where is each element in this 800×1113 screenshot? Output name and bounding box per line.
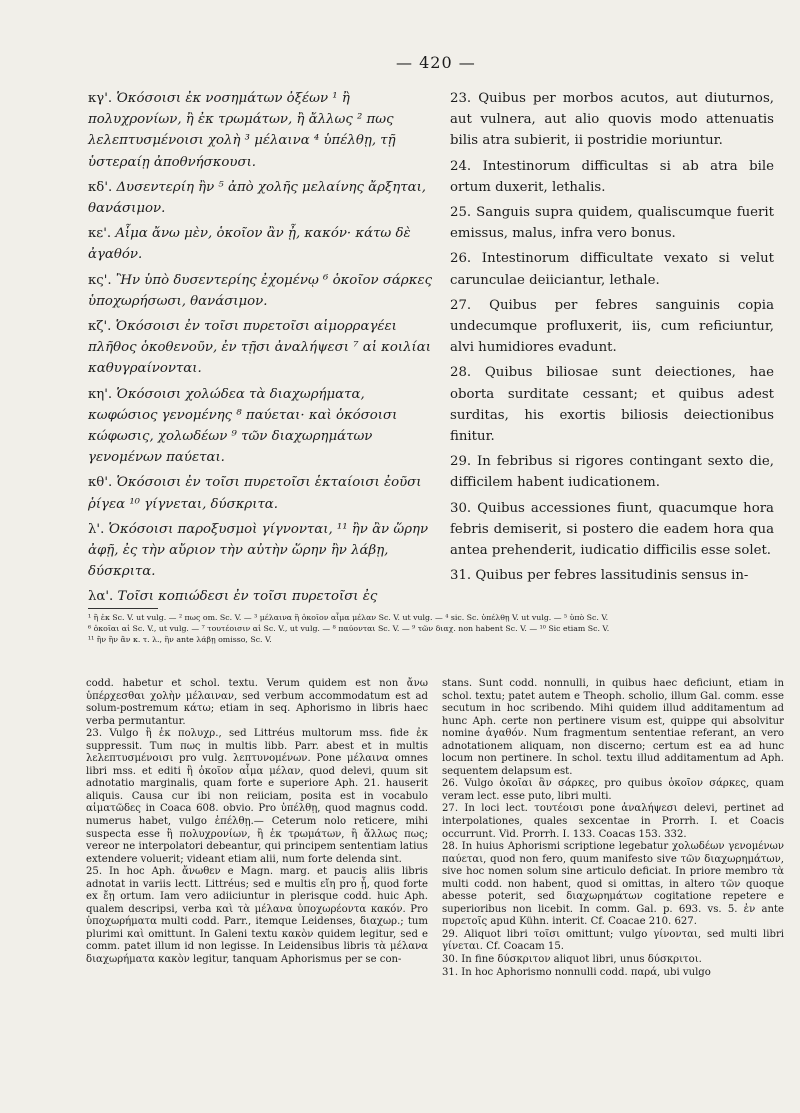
- commentary-left-column: [86, 678, 428, 967]
- latin-aphorism-25: 25. Sanguis supra quidem, qualiscumque fuerit emissus, malus, infra vero bonus.: [450, 205, 774, 242]
- greek-aphorism-24: κδ'. Δυσεντερίη ἢν ⁵ ἀπὸ χολῆς μελαίνης ἄρξηται, θανάσιμον.: [88, 179, 427, 217]
- greek-aphorism-29: κθ'. Ὁκόσοισι ἐν τοῖσι πυρετοῖσι ἑκταίοισι ἐοῦσι ῥίγεα ¹⁰ γίγνεται, δύσκριτα.: [88, 475, 422, 512]
- latin-aphorism-27: 27. Quibus per febres sanguinis copia undecumque profluxerit, iis, cum reficiuntur, alvi humidiores evadunt.: [450, 297, 774, 356]
- greek-aphorism-25: κε'. Αἷμα ἄνω μὲν, ὁκοῖον ἂν ᾖ, κακόν· κάτω δὲ ἀγαθόν.: [88, 226, 411, 263]
- commentary-paragraph: 27. In loci lect. τουτέοισι pone ἀναλήψεσι delevi, pertinet ad interpolationes, quales sexcentae in Prorrh. I. et Coacis occurrunt. Vid. Prorrh. I. 133. Coacas 153. 332.: [442, 803, 784, 840]
- greek-aphorism-31: λα'. Τοῖσι κοπιώδεσι ἐν τοῖσι πυρετοῖσι ἐς: [88, 589, 378, 605]
- greek-aphorism-28: κη'. Ὁκόσοισι χολώδεα τὰ διαχωρήματα, κωφώσιος γενομένης ⁸ παύεται· καὶ ὁκόσοισι κώφωσις, χολωδέων ⁹ τῶν διαχωρημάτων γενομένων παύεται.: [88, 386, 398, 466]
- latin-aphorism-29: 29. In febribus si rigores contingant sexto die, difficilem habent iudicationem.: [450, 454, 774, 491]
- commentary-right-column: [442, 678, 784, 979]
- commentary-paragraph: 29. Aliquot libri τοῖσι omittunt; vulgo γίνονται, sed multi libri γίνεται. Cf. Coacam 15.: [442, 928, 784, 953]
- commentary-paragraph: 26. Vulgo ὁκοῖαι ἂν σάρκες, pro quibus ὁκοῖον σάρκες, quam veram lect. esse puto, libri multi.: [442, 778, 784, 802]
- footnote-separator: [88, 608, 158, 609]
- latin-aphorism-24: 24. Intestinorum difficultas si ab atra bile ortum duxerit, lethalis.: [450, 158, 774, 195]
- commentary-paragraph: 28. In huius Aphorismi scriptione legebatur χολωδέων γενομένων παύεται, quod non fero, quum manifesto sive τῶν διαχωρημάτων, sive hoc nomen solum sine articulo deficiat. In priore membro τὰ multi codd. non habent, quod si omittas, in altero τῶν quoque abesse poterit, sed διαχωρημάτων cogitatione repetere e superioribus non licebit. In comm. Gal. p. 693. vs. 5. ἐν ante πυρετοῖς apud Kühn. interit. Cf. Coacae 210. 627.: [442, 841, 784, 928]
- latin-text-column: [450, 88, 774, 590]
- footnote-line: ¹¹ ἢν ἢν ἂν κ. τ. λ., ἢν ante λάβῃ omisso, Sc. V.: [88, 635, 272, 644]
- page-number: — 420 —: [396, 53, 476, 72]
- greek-aphorism-27: κζ'. Ὁκόσοισι ἐν τοῖσι πυρετοῖσι αἱμορραγέει πλῆθος ὁκοθενοῦν, ἐν τῇσι ἀναλήψεσι ⁷ αἱ κοιλίαι καθυγραίνονται.: [88, 319, 431, 377]
- latin-aphorism-26: 26. Intestinorum difficultate vexato si velut carunculae deiiciantur, lethale.: [450, 251, 774, 288]
- latin-aphorism-23: 23. Quibus per morbos acutos, aut diuturnos, aut vulnera, aut alio quovis modo attenuatis bilis atra subierit, ii postridie moriuntur.: [450, 91, 774, 149]
- greek-text-column: [88, 88, 438, 612]
- latin-aphorism-28: 28. Quibus biliosae sunt deiectiones, hae oborta surditate cessant; et quibus adest surditas, his exortis biliosis deiectionibus finitur.: [450, 365, 774, 445]
- greek-aphorism-23: κγ'. Ὁκόσοισι ἐκ νοσημάτων ὀξέων ¹ ἢ πολυχρονίων, ἢ ἐκ τρωμάτων, ἢ ἄλλως ² πως λελεπτυσμένοισι χολὴ ³ μέλαινα ⁴ ὑπέλθῃ, τῇ ὑστεραίῃ ἀποθνήσκουσι.: [88, 91, 396, 170]
- greek-aphorism-26: κς'. Ἢν ὑπὸ δυσεντερίης ἐχομένῳ ⁶ ὁκοῖον σάρκες ὑποχωρήσωσι, θανάσιμον.: [88, 272, 433, 309]
- commentary-paragraph: 23. Vulgo ἢ ἐκ πολυχρ., sed Littréus multorum mss. fide ἐκ suppressit. Tum πως in multis libb. Parr. abest et in multis λελεπτυσμένοισι pro vulg. λεπτυνομένων. Pone μέλαινα omnes libri mss. et editi ἢ ὁκοῖον αἷμα μέλαν, quod delevi, quum sit adnotatio marginalis, quam forte e superiore Aph. 21. hauserit aliquis. Causa cur ibi non reiiciam, posita est in vocabulo αἱματῶδες in Coaca 608. obvio. Pro ὑπέλθῃ, quod magnus codd. numerus habet, vulgo ἐπέλθῃ.— Ceterum nolo reticere, mihi suspecta esse ἢ πολυχρονίων, ἢ ἐκ τρωμάτων, ἢ ἄλλως πως; vereor ne interpolatori debeantur, qui principem sententiam latius extendere voluerit; videant etiam alii, num forte delenda sint.: [86, 728, 428, 865]
- commentary-paragraph: 30. In fine δύσκριτον aliquot libri, unus δύσκριτοι.: [442, 954, 702, 966]
- commentary-paragraph: 25. In hoc Aph. ἄνωθεν e Magn. marg. et paucis aliis libris adnotat in variis lectt. Littréus; sed e multis εἴη pro ᾖ, quod forte ex ἔῃ ortum. Iam vero adiiciuntur in plerisque codd. huic Aph. qualem descripsi, verba καὶ τὰ μέλανα ὑποχωρέοντα κακόν. Pro ὑποχωρήματα multi codd. Parr., itemque Leidenses, διαχωρ.; tum plurimi καὶ omittunt. In Galeni textu κακὸν quidem legitur, sed e comm. patet illum id non legisse. In Leidensibus libris τὰ μέλανα διαχωρήματα κακὸν legitur, tanquam Aphorismus per se con-: [86, 866, 428, 966]
- latin-aphorism-30: 30. Quibus accessiones fiunt, quacumque hora febris demiserit, si postero die eadem hora qua antea prehenderit, iudicatio difficilis esse solet.: [450, 500, 774, 559]
- greek-aphorism-30: λ'. Ὁκόσοισι παροξυσμοὶ γίγνονται, ¹¹ ἢν ἂν ὥρην ἀφῇ, ἐς τὴν αὔριον τὴν αὐτὴν ὥρην ἢν λάβῃ, δύσκριτα.: [88, 521, 429, 580]
- footnote-line: ¹ ἢ ἐκ Sc. V. ut vulg. — ² πως om. Sc. V. — ³ μέλαινα ἢ ὁκοῖον αἷμα μέλαν Sc. V. ut vulg. — ⁴ sic. Sc. ὑπέλθῃ V. ut vulg. — ⁵ ὑπὸ Sc. V.: [88, 613, 609, 622]
- commentary-paragraph: 31. In hoc Aphorismo nonnulli codd. παρά, ubi vulgo: [442, 966, 711, 978]
- footnotes: [88, 612, 778, 645]
- latin-aphorism-31: 31. Quibus per febres lassitudinis sensus in-: [450, 568, 749, 584]
- commentary-paragraph: codd. habetur et schol. textu. Verum quidem est non ἄνω ὑπέρχεσθαι χολὴν μέλαιναν, sed verbum accommodatum est ad solum-postremum κάτω; etiam in seq. Aphorismo in libris haec verba permutantur.: [86, 678, 428, 727]
- commentary-paragraph: stans. Sunt codd. nonnulli, in quibus haec deficiunt, etiam in schol. textu; patet autem e Theoph. scholio, illum Gal. comm. esse secutum in hoc scribendo. Mihi quidem illud additamentum ad hunc Aph. certe non pertinere visum est, quippe qui absolvitur nomine ἀγαθόν. Num fragmentum sententiae referant, an vero adnotationem aliquam, non discerno; certum est ea ad hunc locum non pertinere. In schol. textu illud additamentum ad Aph. sequentem delapsum est.: [442, 678, 784, 777]
- footnote-line: ⁶ ὁκοῖαι αἱ Sc. V., ut vulg. — ⁷ τουτέοισιν αἱ Sc. V., ut vulg. — ⁸ παύονται Sc. V. — ⁹ τῶν διαχ. non habent Sc. V. — ¹⁰ Sic etiam Sc. V.: [88, 624, 610, 633]
